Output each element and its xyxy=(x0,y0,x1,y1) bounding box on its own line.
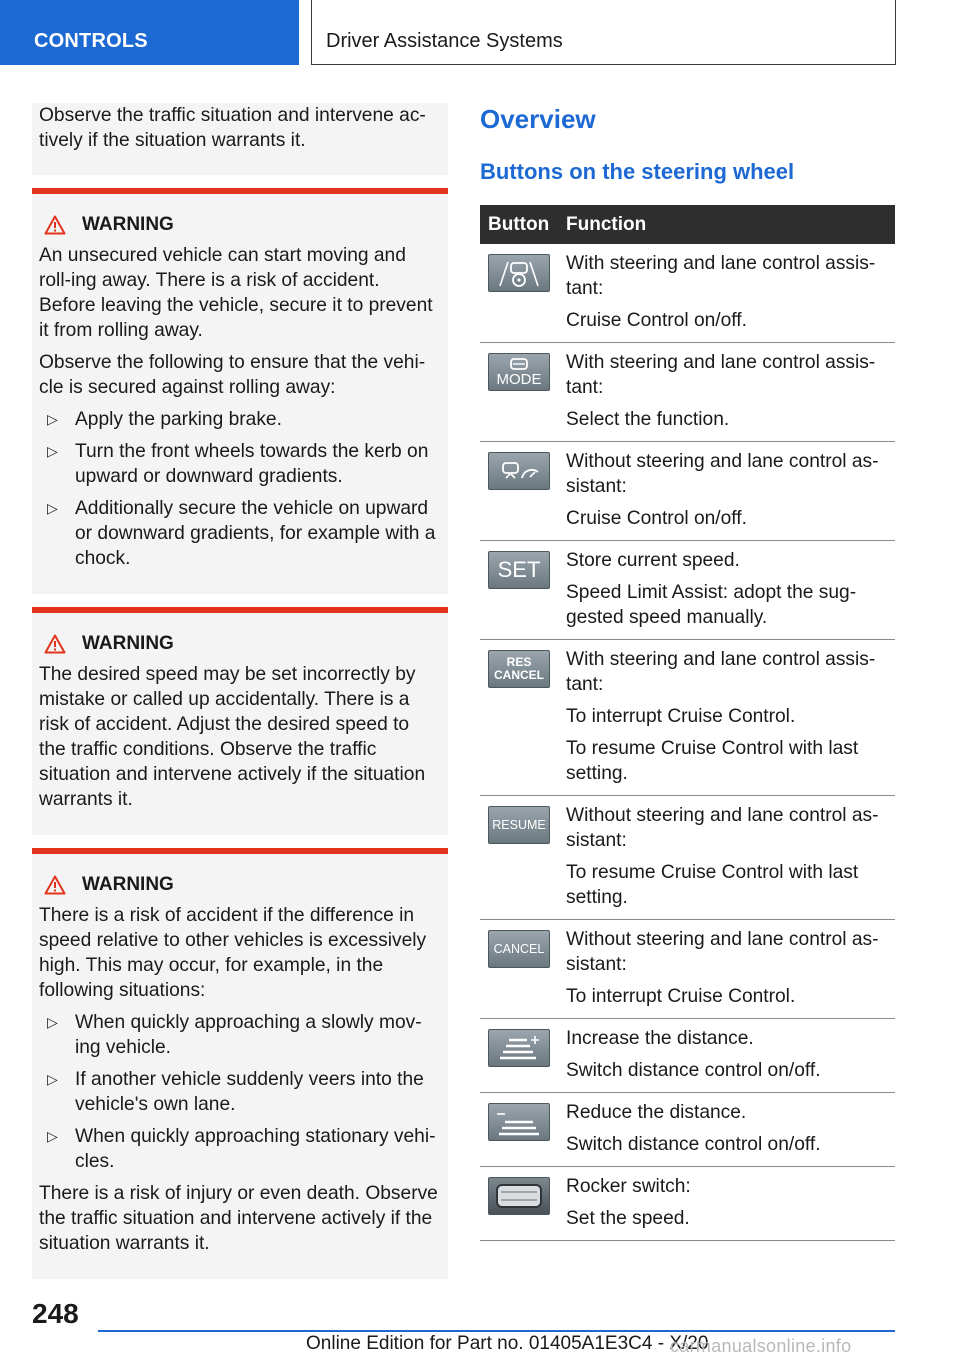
function-line: To resume Cruise Control with last setting. xyxy=(566,862,859,908)
list-item: ▷ Apply the parking brake. xyxy=(39,407,440,432)
table-row xyxy=(480,640,895,796)
distance-increase-icon xyxy=(488,1029,550,1067)
distance-reduce-icon xyxy=(488,1103,550,1141)
section-tab xyxy=(0,0,299,65)
column-header-function: Function xyxy=(558,205,895,244)
function-line: Switch distance control on/off. xyxy=(566,1060,821,1081)
column-header-button: Button xyxy=(480,205,558,244)
warning-paragraph: The desired speed may be set incorrectly by mistake or called up accidentally. There is a risk of accident. Adjust the desired speed to the traffic conditions. Observe the traffic situation and intervene actively if the situation warrants it. xyxy=(39,664,426,810)
warning-closing: There is a risk of injury or even death. Observe the traffic situation and intervene actively if the situation warrants it. xyxy=(39,1183,438,1254)
table-row xyxy=(480,1093,895,1167)
res-cancel-icon xyxy=(488,650,550,688)
warning-box-3 xyxy=(32,848,448,1279)
function-line: Without steering and lane control as-sistant: xyxy=(566,805,879,851)
footer-rule xyxy=(98,1330,895,1332)
function-line: To resume Cruise Control with last setting. xyxy=(566,738,859,784)
function-line: Rocker switch: xyxy=(566,1176,691,1197)
buttons-table xyxy=(480,205,895,1241)
resume-label: RESUME xyxy=(492,817,546,832)
table-row xyxy=(480,1019,895,1093)
function-line: To interrupt Cruise Control. xyxy=(566,986,796,1007)
table-row xyxy=(480,244,895,343)
chapter-title: Driver Assistance Systems xyxy=(326,30,563,52)
warning-title: WARNING xyxy=(39,212,440,237)
function-line: Cruise Control on/off. xyxy=(566,508,747,529)
function-line: With steering and lane control assis-tant: xyxy=(566,649,876,695)
rocker-switch-icon xyxy=(488,1177,550,1215)
warning-box-2 xyxy=(32,607,448,835)
warning-bullet-list xyxy=(39,1010,440,1174)
list-item: ▷ Turn the front wheels towards the kerb on upward or downward gradients. xyxy=(39,439,440,489)
warning-triangle-icon xyxy=(44,634,66,654)
function-line: Set the speed. xyxy=(566,1208,690,1229)
function-line: Switch distance control on/off. xyxy=(566,1134,821,1155)
right-column xyxy=(480,103,895,1241)
subsection-heading: Buttons on the steering wheel xyxy=(480,159,795,184)
function-line: Speed Limit Assist: adopt the sug-gested speed manually. xyxy=(566,582,857,628)
warning-paragraph: There is a risk of accident if the difference in speed relative to other vehicles is excessively high. This may occur, for example, in the following situations: xyxy=(39,905,427,1001)
set-icon xyxy=(488,551,550,589)
warning-bullet-list xyxy=(39,407,440,571)
function-line: Without steering and lane control as-sistant: xyxy=(566,451,879,497)
warning-title: WARNING xyxy=(39,872,440,897)
section-heading: Overview xyxy=(480,104,596,134)
function-line: Without steering and lane control as-sistant: xyxy=(566,929,879,975)
mode-icon xyxy=(488,353,550,391)
res-cancel-label: RES CANCEL xyxy=(494,655,544,682)
cancel-icon xyxy=(488,930,550,968)
warning-paragraph: Observe the following to ensure that the vehi-cle is secured against rolling away: xyxy=(39,352,426,398)
table-row xyxy=(480,1167,895,1241)
page-number: 248 xyxy=(32,1298,79,1329)
list-item: ▷ Additionally secure the vehicle on upward or downward gradients, for example with a chock. xyxy=(39,496,440,571)
function-line: Cruise Control on/off. xyxy=(566,310,747,331)
intro-note xyxy=(32,103,448,175)
steering-assist-icon xyxy=(488,254,550,292)
table-row xyxy=(480,541,895,640)
function-line: To interrupt Cruise Control. xyxy=(566,706,796,727)
set-label: SET xyxy=(497,557,541,582)
chapter-header xyxy=(311,0,896,65)
table-row xyxy=(480,343,895,442)
function-line: Store current speed. xyxy=(566,550,740,571)
watermark: carmanualsonline.info xyxy=(670,1336,852,1356)
warning-triangle-icon xyxy=(44,215,66,235)
table-header-row xyxy=(480,205,895,244)
list-item: ▷ When quickly approaching a slowly mov-ing vehicle. xyxy=(39,1010,440,1060)
function-line: With steering and lane control assis-tant: xyxy=(566,352,876,398)
list-item: ▷ When quickly approaching stationary vehi-cles. xyxy=(39,1124,440,1174)
intro-text: Observe the traffic situation and intervene ac-tively if the situation warrants it. xyxy=(39,105,426,151)
table-row xyxy=(480,442,895,541)
table-row xyxy=(480,920,895,1019)
mode-label: MODE xyxy=(496,370,542,388)
warning-triangle-icon xyxy=(44,875,66,895)
resume-icon xyxy=(488,806,550,844)
table-row xyxy=(480,796,895,920)
function-line: With steering and lane control assis-tant: xyxy=(566,253,876,299)
cancel-label: CANCEL xyxy=(493,941,545,956)
function-line: Select the function. xyxy=(566,409,730,430)
left-column xyxy=(32,103,448,1279)
edition-text: Online Edition for Part no. 01405A1E3C4 - X/20 xyxy=(306,1333,709,1354)
function-line: Increase the distance. xyxy=(566,1028,754,1049)
warning-paragraph: An unsecured vehicle can start moving and roll-ing away. There is a risk of accident. Before leaving the vehicle, secure it to prevent it from rolling away. xyxy=(39,245,433,341)
function-line: Reduce the distance. xyxy=(566,1102,747,1123)
section-title: CONTROLS xyxy=(34,30,148,52)
warning-box-1 xyxy=(32,188,448,594)
list-item: ▷ If another vehicle suddenly veers into the vehicle's own lane. xyxy=(39,1067,440,1117)
cruise-control-icon xyxy=(488,452,550,490)
warning-title: WARNING xyxy=(39,631,440,656)
